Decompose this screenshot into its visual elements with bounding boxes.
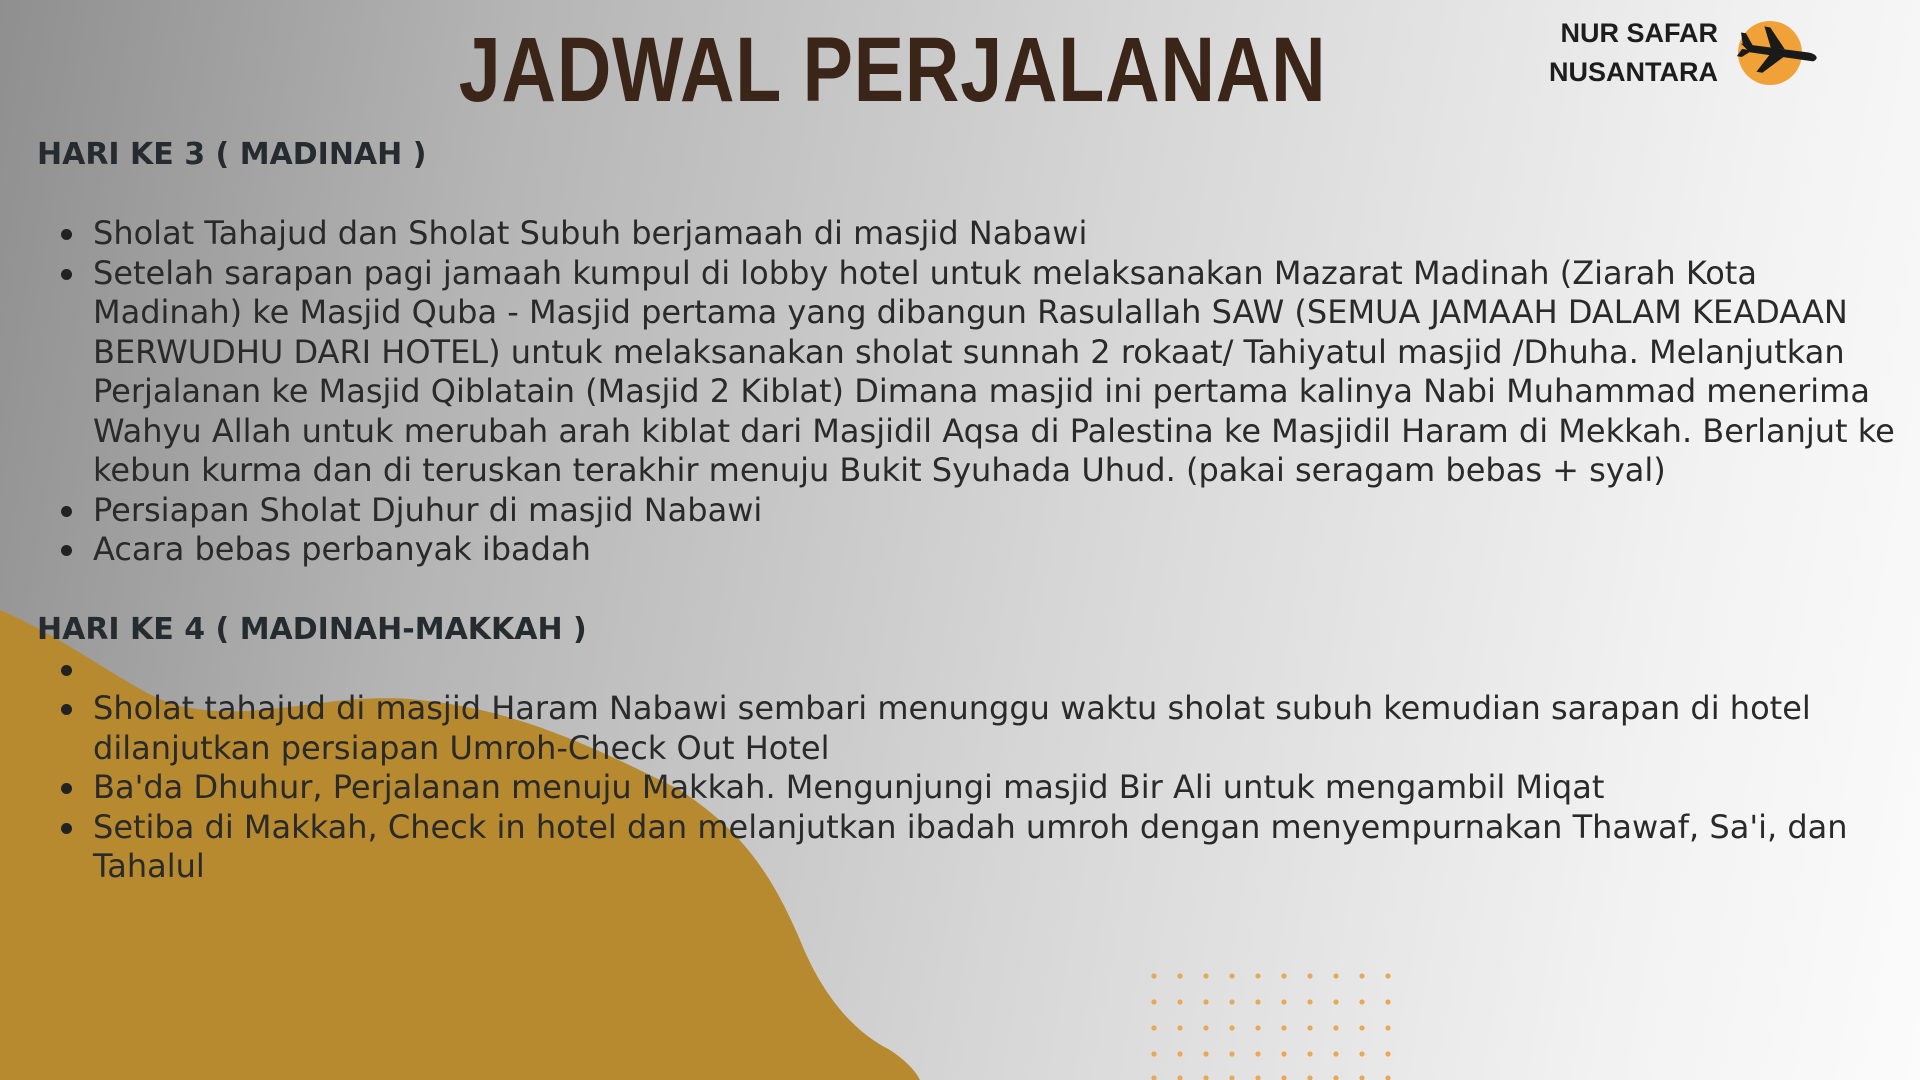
day-4-activity-list: [37, 650, 1897, 887]
brand-logo: [1549, 14, 1820, 92]
day-3-activity-list: [37, 214, 1897, 570]
list-item: Acara bebas perbanyak ibadah: [93, 530, 1897, 570]
day-4-heading: HARI KE 4 ( MADINAH-MAKKAH ): [37, 611, 587, 647]
list-item: Ba'da Dhuhur, Perjalanan menuju Makkah. Mengunjungi masjid Bir Ali untuk mengambil Miqat: [93, 768, 1897, 808]
day-4-section: [37, 610, 1897, 887]
list-item: Persiapan Sholat Djuhur di masjid Nabawi: [93, 491, 1897, 531]
decorative-dot-grid: [1150, 972, 1400, 1080]
airplane-icon: [1734, 17, 1820, 89]
brand-name: [1549, 14, 1718, 92]
brand-name-line2: NUSANTARA: [1549, 57, 1718, 87]
day-3-heading: HARI KE 3 ( MADINAH ): [37, 137, 427, 172]
list-item: Setiba di Makkah, Check in hotel dan melanjutkan ibadah umroh dengan menyempurnakan Thawaf, Sa'i, dan Tahalul: [93, 808, 1897, 887]
page-title: JADWAL PERJALANAN: [458, 19, 1327, 121]
list-item: Sholat tahajud di masjid Haram Nabawi sembari menunggu waktu sholat subuh kemudian sarapan di hotel dilanjutkan persiapan Umroh-Check Out Hotel: [93, 689, 1897, 768]
list-item: Sholat Tahajud dan Sholat Subuh berjamaah di masjid Nabawi: [93, 214, 1897, 254]
day-3-section: [37, 135, 1897, 570]
list-item: Setelah sarapan pagi jamaah kumpul di lobby hotel untuk melaksanakan Mazarat Madinah (Ziarah Kota Madinah) ke Masjid Quba - Masjid pertama yang dibangun Rasulallah SAW (SEMUA JAMAAH DALAM KEADAAN BERWUDHU DARI HOTEL) untuk melaksanakan sholat sunnah 2 rokaat/ Tahiyatul masjid /Dhuha. Melanjutkan Perjalanan ke Masjid Qiblatain (Masjid 2 Kiblat) Dimana masjid ini pertama kalinya Nabi Muhammad menerima Wahyu Allah untuk merubah arah kiblat dari Masjidil Aqsa di Palestina ke Masjidil Haram di Mekkah. Berlanjut ke kebun kurma dan di teruskan terakhir menuju Bukit Syuhada Uhud. (pakai seragam bebas + syal): [93, 254, 1897, 491]
list-item: [93, 650, 1897, 690]
itinerary-content: [37, 135, 1897, 887]
brand-name-line1: NUR SAFAR: [1560, 18, 1718, 48]
